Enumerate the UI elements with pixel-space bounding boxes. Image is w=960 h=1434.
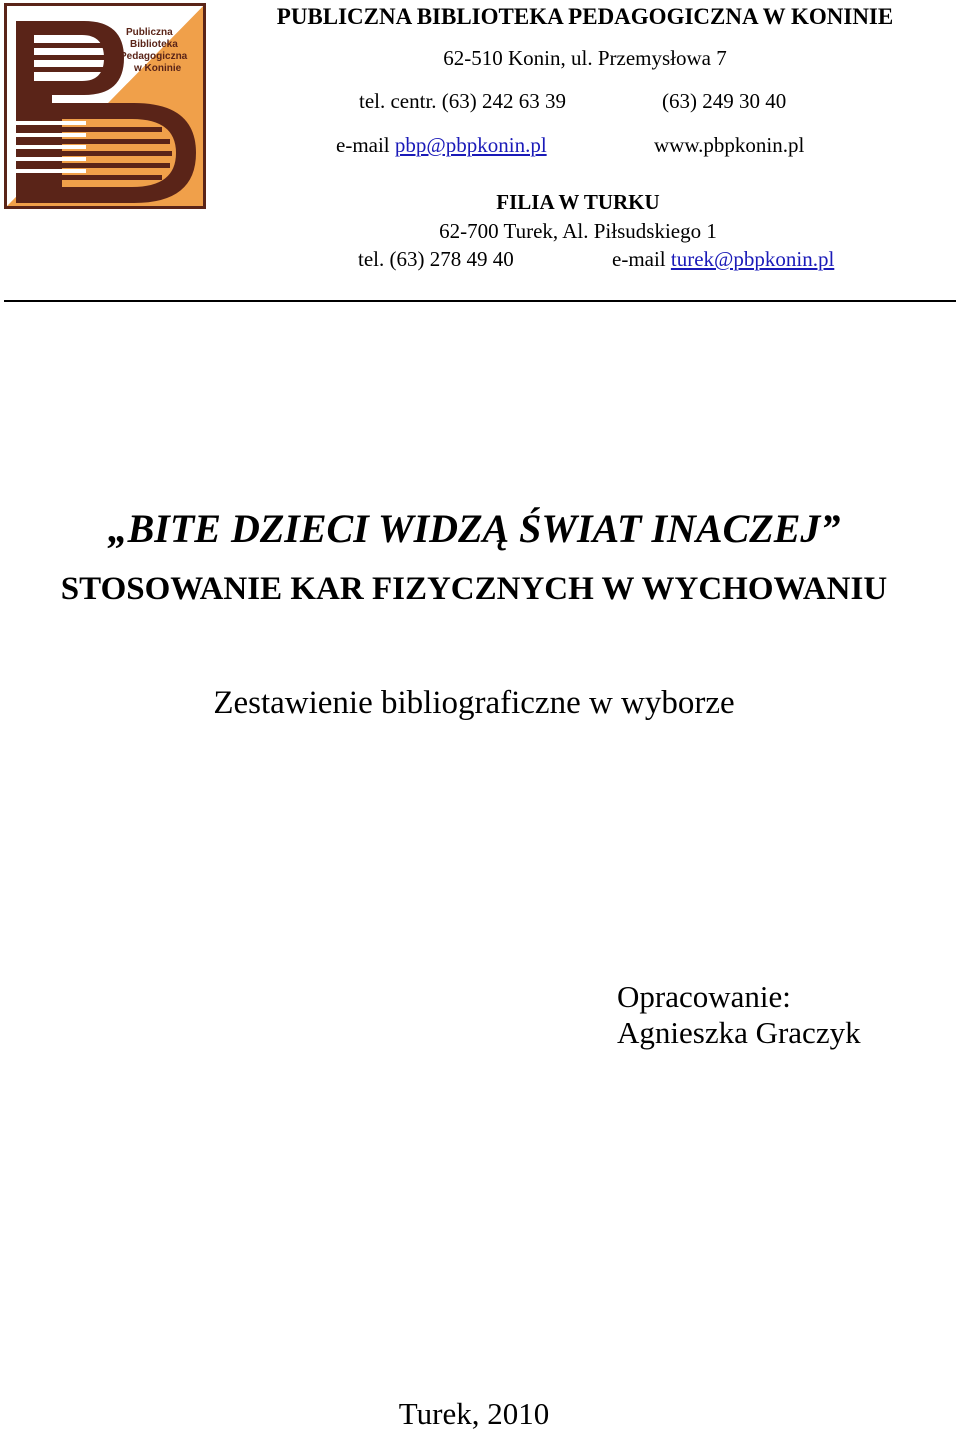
branch-email-link[interactable]: turek@pbpkonin.pl (670, 247, 835, 271)
logo-text-line: Publiczna (126, 27, 173, 38)
institution-address: 62-510 Konin, ul. Przemysłowa 7 (443, 46, 727, 70)
institution-phone-central: tel. centr. (63) 242 63 39 (359, 89, 567, 113)
place-and-date: Turek, 2010 (398, 1396, 550, 1431)
header-divider (4, 300, 956, 302)
logo-text-line: Pedagogiczna (120, 51, 188, 62)
branch-title: FILIA W TURKU (496, 190, 660, 214)
prepared-by-label: Opracowanie: (617, 979, 791, 1014)
branch-email-line (612, 247, 834, 272)
institution-email-link[interactable]: pbp@pbpkonin.pl (394, 133, 547, 157)
institution-name: PUBLICZNA BIBLIOTEKA PEDAGOGICZNA W KONINIE (276, 4, 894, 29)
institution-phone-second: (63) 249 30 40 (662, 89, 787, 113)
email-label: e-mail (336, 133, 395, 157)
email-label: e-mail (612, 247, 671, 271)
author-name: Agnieszka Graczyk (617, 1015, 861, 1050)
document-title: „BITE DZIECI WIDZĄ ŚWIAT INACZEJ” (107, 506, 841, 551)
institution-email-line (336, 133, 547, 158)
branch-address: 62-700 Turek, Al. Piłsudskiego 1 (439, 219, 717, 243)
logo-text-line: Biblioteka (130, 39, 178, 50)
document-subtitle: STOSOWANIE KAR FIZYCZNYCH W WYCHOWANIU (60, 571, 888, 607)
library-logo (4, 3, 206, 209)
branch-phone: tel. (63) 278 49 40 (358, 247, 514, 271)
institution-website[interactable]: www.pbpkonin.pl (654, 133, 805, 157)
logo-text-line: w Koninie (134, 63, 182, 74)
document-type: Zestawienie bibliograficzne w wyborze (213, 685, 735, 721)
